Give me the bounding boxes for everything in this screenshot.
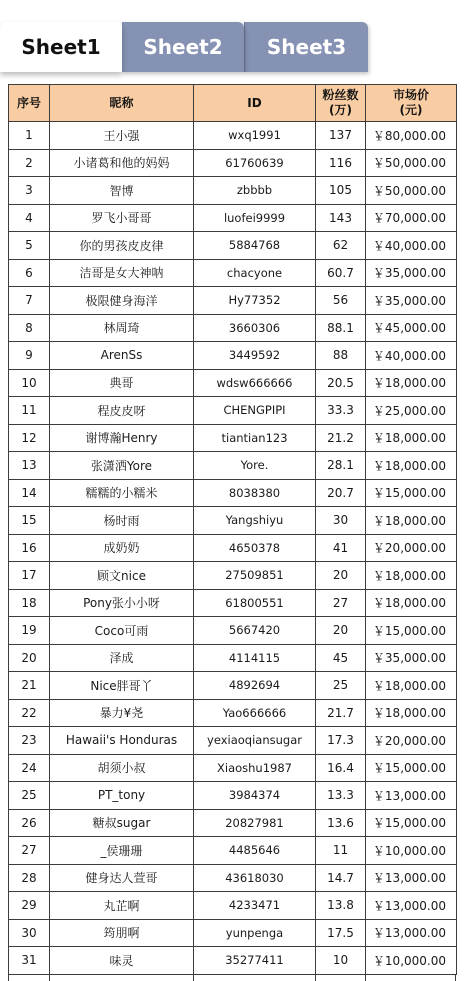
cell-fans[interactable]: 88.1 [316, 314, 366, 342]
table-row [9, 314, 457, 342]
table-row [9, 617, 457, 645]
header-fans-unit: (万) [329, 103, 352, 117]
table-row [9, 424, 457, 452]
cell-fans[interactable]: 33.3 [316, 397, 366, 425]
cell-index[interactable]: 30 [9, 919, 50, 947]
cell-id[interactable]: 35277411 [194, 947, 316, 975]
cell-nickname[interactable]: 谢博瀚Henry [50, 424, 194, 452]
cell-index[interactable]: 8 [9, 314, 50, 342]
table-row [9, 342, 457, 370]
header-row [9, 85, 457, 122]
cell-index[interactable]: 23 [9, 727, 50, 755]
tab-sheet3[interactable]: Sheet3 [244, 22, 368, 72]
table-row [9, 754, 457, 782]
cell-id[interactable]: 4485646 [194, 837, 316, 865]
cell-id[interactable]: yexiaoqiansugar [194, 727, 316, 755]
cell-fans[interactable]: 30 [316, 507, 366, 535]
cell-id[interactable]: Yangshiyu [194, 507, 316, 535]
cell-nickname[interactable]: 味灵 [50, 947, 194, 975]
spreadsheet-table [8, 84, 457, 975]
cell-fans[interactable]: 20 [316, 562, 366, 590]
cell-nickname[interactable]: 泽成 [50, 644, 194, 672]
table-row [9, 919, 457, 947]
cell-fans[interactable]: 16.4 [316, 754, 366, 782]
header-fans[interactable] [316, 85, 366, 122]
cell-index[interactable]: 31 [9, 947, 50, 975]
table-row [9, 259, 457, 287]
cell-nickname[interactable]: 罗飞小哥哥 [50, 204, 194, 232]
cell-price[interactable]: ￥10,000.00 [366, 947, 457, 975]
cell-fans[interactable]: 13.3 [316, 782, 366, 810]
cell-fans[interactable]: 88 [316, 342, 366, 370]
cell-price[interactable]: ￥70,000.00 [366, 204, 457, 232]
header-fans-label: 粉丝数 [322, 88, 359, 102]
table-row [9, 204, 457, 232]
cell-fans[interactable]: 17.3 [316, 727, 366, 755]
table-row [9, 672, 457, 700]
cell-index[interactable]: 6 [9, 259, 50, 287]
cell-index[interactable]: 12 [9, 424, 50, 452]
cell-price[interactable]: ￥13,000.00 [366, 919, 457, 947]
header-id[interactable]: ID [194, 85, 316, 122]
table-row [9, 369, 457, 397]
cell-index[interactable]: 29 [9, 892, 50, 920]
cell-nickname[interactable]: 程皮皮呀 [50, 397, 194, 425]
cell-nickname[interactable]: 顾文nice [50, 562, 194, 590]
table-row [9, 947, 457, 975]
cell-nickname[interactable]: Coco可雨 [50, 617, 194, 645]
cell-fans[interactable]: 11 [316, 837, 366, 865]
cell-id[interactable]: CHENGPIPI [194, 397, 316, 425]
table-row [9, 507, 457, 535]
tab-sheet2[interactable]: Sheet2 [122, 22, 244, 72]
tab-sheet1[interactable]: Sheet1 [0, 22, 122, 72]
cell-fans[interactable]: 116 [316, 149, 366, 177]
table-row [9, 809, 457, 837]
cell-index[interactable]: 24 [9, 754, 50, 782]
cell-index[interactable]: 4 [9, 204, 50, 232]
cell-price[interactable]: ￥18,000.00 [366, 672, 457, 700]
cell-nickname[interactable]: Pony张小小呀 [50, 589, 194, 617]
cell-nickname[interactable]: _侯珊珊 [50, 837, 194, 865]
cell-nickname[interactable]: ArenSs [50, 342, 194, 370]
cell-fans[interactable]: 17.5 [316, 919, 366, 947]
cell-index[interactable]: 20 [9, 644, 50, 672]
cell-nickname[interactable]: 健身达人萱哥 [50, 864, 194, 892]
cell-nickname[interactable]: PT_tony [50, 782, 194, 810]
cell-index[interactable]: 14 [9, 479, 50, 507]
cell-fans[interactable]: 60.7 [316, 259, 366, 287]
cell-id[interactable]: Yao666666 [194, 699, 316, 727]
cell-fans[interactable]: 41 [316, 534, 366, 562]
cell-id[interactable]: 4892694 [194, 672, 316, 700]
cell-price[interactable]: ￥45,000.00 [366, 314, 457, 342]
cell-id[interactable]: 5667420 [194, 617, 316, 645]
table-row [9, 479, 457, 507]
cell-price[interactable]: ￥15,000.00 [366, 617, 457, 645]
cell-nickname[interactable]: 丸芷啊 [50, 892, 194, 920]
cell-id[interactable]: Yore. [194, 452, 316, 480]
cell-index[interactable]: 10 [9, 369, 50, 397]
table-row [9, 727, 457, 755]
cell-id[interactable]: 4114115 [194, 644, 316, 672]
table-row [9, 287, 457, 315]
cell-fans[interactable]: 62 [316, 232, 366, 260]
cell-nickname[interactable]: 糯糯的小糯米 [50, 479, 194, 507]
cell-price[interactable]: ￥20,000.00 [366, 534, 457, 562]
cell-index[interactable]: 27 [9, 837, 50, 865]
cell-price[interactable]: ￥13,000.00 [366, 892, 457, 920]
cell-fans[interactable]: 20.5 [316, 369, 366, 397]
cell-price[interactable]: ￥18,000.00 [366, 589, 457, 617]
cell-index[interactable]: 1 [9, 122, 50, 150]
cell-price[interactable]: ￥50,000.00 [366, 149, 457, 177]
cell-price[interactable]: ￥13,000.00 [366, 864, 457, 892]
table-body [9, 122, 457, 975]
cell-index[interactable]: 17 [9, 562, 50, 590]
cell-index[interactable]: 19 [9, 617, 50, 645]
cell-fans[interactable]: 56 [316, 287, 366, 315]
cell-fans[interactable]: 105 [316, 177, 366, 205]
cell-index[interactable]: 7 [9, 287, 50, 315]
cell-fans[interactable]: 13.8 [316, 892, 366, 920]
cell-index[interactable]: 16 [9, 534, 50, 562]
cell-nickname[interactable]: 王小强 [50, 122, 194, 150]
cell-nickname[interactable]: 杨时雨 [50, 507, 194, 535]
cell-price[interactable]: ￥18,000.00 [366, 452, 457, 480]
cell-nickname[interactable]: 小诸葛和他的妈妈 [50, 149, 194, 177]
cell-fans[interactable]: 21.2 [316, 424, 366, 452]
table-row [9, 644, 457, 672]
table-row [9, 782, 457, 810]
cell-index[interactable]: 28 [9, 864, 50, 892]
cell-nickname[interactable]: 林周琦 [50, 314, 194, 342]
cell-index[interactable]: 26 [9, 809, 50, 837]
cell-id[interactable]: wxq1991 [194, 122, 316, 150]
table-row [9, 892, 457, 920]
table-row [9, 452, 457, 480]
cell-nickname[interactable]: 胡须小叔 [50, 754, 194, 782]
cell-price[interactable]: ￥40,000.00 [366, 232, 457, 260]
cell-nickname[interactable]: 成奶奶 [50, 534, 194, 562]
cell-nickname[interactable]: 智博 [50, 177, 194, 205]
cell-id[interactable]: chacyone [194, 259, 316, 287]
cell-id[interactable]: yunpenga [194, 919, 316, 947]
cell-id[interactable]: 27509851 [194, 562, 316, 590]
table-row [9, 122, 457, 150]
cell-id[interactable]: 4650378 [194, 534, 316, 562]
partial-next-row [8, 974, 456, 981]
cell-nickname[interactable]: 洁哥是女大神呐 [50, 259, 194, 287]
cell-id[interactable]: 4233471 [194, 892, 316, 920]
cell-nickname[interactable]: 极限健身海洋 [50, 287, 194, 315]
cell-index[interactable]: 13 [9, 452, 50, 480]
cell-id[interactable]: 61800551 [194, 589, 316, 617]
cell-fans[interactable]: 25 [316, 672, 366, 700]
cell-price[interactable]: ￥35,000.00 [366, 259, 457, 287]
cell-id[interactable]: 3449592 [194, 342, 316, 370]
cell-id[interactable]: zbbbb [194, 177, 316, 205]
header-price-label: 市场价 [392, 88, 429, 102]
cell-price[interactable]: ￥35,000.00 [366, 644, 457, 672]
cell-price[interactable]: ￥35,000.00 [366, 287, 457, 315]
header-price[interactable] [366, 85, 457, 122]
cell-price[interactable]: ￥50,000.00 [366, 177, 457, 205]
cell-nickname[interactable]: 糖叔sugar [50, 809, 194, 837]
table-row [9, 699, 457, 727]
cell-fans[interactable]: 14.7 [316, 864, 366, 892]
cell-id[interactable]: luofei9999 [194, 204, 316, 232]
cell-fans[interactable]: 143 [316, 204, 366, 232]
cell-price[interactable]: ￥15,000.00 [366, 479, 457, 507]
cell-index[interactable]: 11 [9, 397, 50, 425]
cell-fans[interactable]: 13.6 [316, 809, 366, 837]
cell-fans[interactable]: 20.7 [316, 479, 366, 507]
cell-index[interactable]: 15 [9, 507, 50, 535]
cell-price[interactable]: ￥40,000.00 [366, 342, 457, 370]
cell-id[interactable]: Hy77352 [194, 287, 316, 315]
cell-fans[interactable]: 137 [316, 122, 366, 150]
cell-id[interactable]: 3984374 [194, 782, 316, 810]
cell-id[interactable]: 3660306 [194, 314, 316, 342]
cell-nickname[interactable]: 筠朋啊 [50, 919, 194, 947]
cell-fans[interactable]: 10 [316, 947, 366, 975]
cell-nickname[interactable]: 你的男孩皮皮律 [50, 232, 194, 260]
cell-index[interactable]: 25 [9, 782, 50, 810]
sheet-tab-bar [0, 0, 466, 80]
cell-fans[interactable]: 45 [316, 644, 366, 672]
cell-id[interactable]: 43618030 [194, 864, 316, 892]
cell-price[interactable]: ￥18,000.00 [366, 699, 457, 727]
cell-id[interactable]: 20827981 [194, 809, 316, 837]
cell-price[interactable]: ￥25,000.00 [366, 397, 457, 425]
cell-index[interactable]: 18 [9, 589, 50, 617]
cell-price[interactable]: ￥18,000.00 [366, 369, 457, 397]
cell-price[interactable]: ￥18,000.00 [366, 507, 457, 535]
cell-index[interactable]: 2 [9, 149, 50, 177]
header-nickname[interactable]: 昵称 [50, 85, 194, 122]
cell-index[interactable]: 5 [9, 232, 50, 260]
cell-index[interactable]: 22 [9, 699, 50, 727]
cell-price[interactable]: ￥18,000.00 [366, 562, 457, 590]
cell-fans[interactable]: 28.1 [316, 452, 366, 480]
table-row [9, 864, 457, 892]
cell-nickname[interactable]: 暴力¥尧 [50, 699, 194, 727]
cell-price[interactable]: ￥80,000.00 [366, 122, 457, 150]
cell-nickname[interactable]: Hawaii's Honduras [50, 727, 194, 755]
cell-id[interactable]: tiantian123 [194, 424, 316, 452]
table-row [9, 397, 457, 425]
cell-price[interactable]: ￥15,000.00 [366, 809, 457, 837]
cell-fans[interactable]: 27 [316, 589, 366, 617]
cell-nickname[interactable]: 张潇洒Yore [50, 452, 194, 480]
cell-id[interactable]: 61760639 [194, 149, 316, 177]
cell-price[interactable]: ￥10,000.00 [366, 837, 457, 865]
cell-id[interactable]: Xiaoshu1987 [194, 754, 316, 782]
cell-fans[interactable]: 21.7 [316, 699, 366, 727]
table-row [9, 149, 457, 177]
table-row [9, 534, 457, 562]
cell-price[interactable]: ￥18,000.00 [366, 424, 457, 452]
cell-nickname[interactable]: 典哥 [50, 369, 194, 397]
table-row [9, 837, 457, 865]
header-price-unit: (元) [399, 103, 423, 117]
table-row [9, 177, 457, 205]
cell-nickname[interactable]: Nice胖哥丫 [50, 672, 194, 700]
cell-index[interactable]: 21 [9, 672, 50, 700]
table-row [9, 589, 457, 617]
cell-index[interactable]: 9 [9, 342, 50, 370]
table-row [9, 232, 457, 260]
cell-price[interactable]: ￥20,000.00 [366, 727, 457, 755]
cell-price[interactable]: ￥13,000.00 [366, 782, 457, 810]
table-row [9, 562, 457, 590]
header-index[interactable]: 序号 [9, 85, 50, 122]
cell-index[interactable]: 3 [9, 177, 50, 205]
cell-price[interactable]: ￥15,000.00 [366, 754, 457, 782]
cell-id[interactable]: 8038380 [194, 479, 316, 507]
cell-id[interactable]: wdsw666666 [194, 369, 316, 397]
cell-id[interactable]: 5884768 [194, 232, 316, 260]
cell-fans[interactable]: 20 [316, 617, 366, 645]
